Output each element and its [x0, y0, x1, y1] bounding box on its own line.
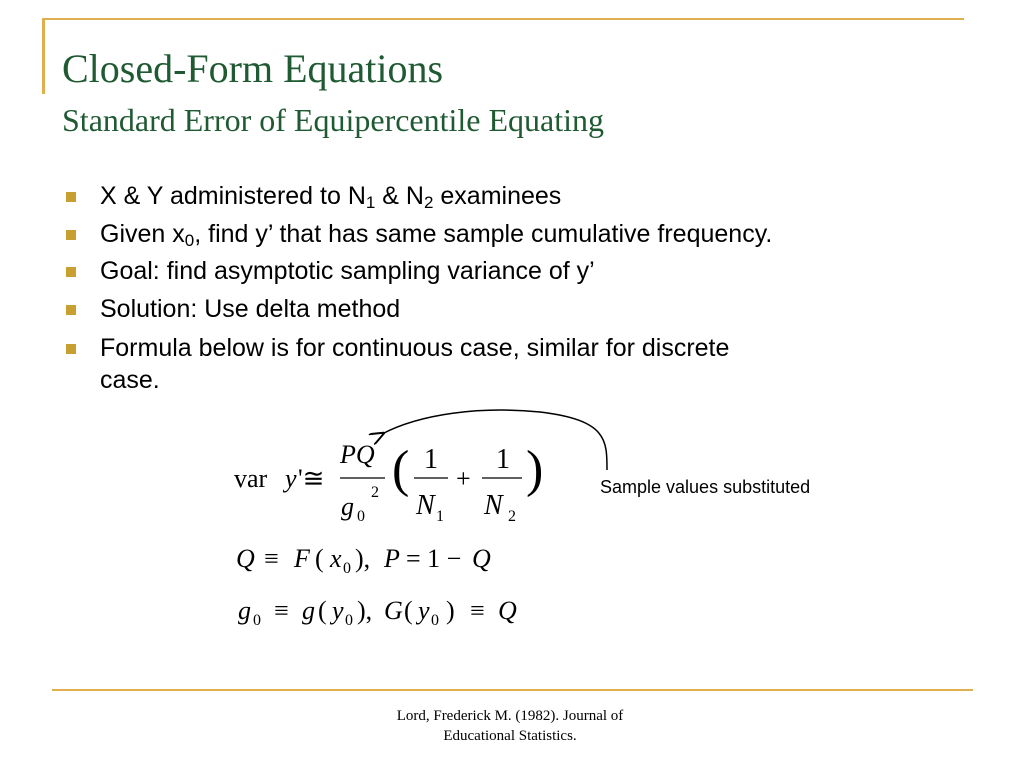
- formula-pq: PQ: [340, 440, 375, 469]
- bullet-text: X & Y administered to $N_1$ & $N_2$ examinees: [100, 182, 562, 212]
- line2-f: F: [294, 544, 310, 573]
- formula-one-a: 1: [424, 444, 438, 475]
- line3-g-sub: 0: [253, 612, 261, 629]
- formula-g: g: [341, 492, 354, 521]
- line2-equiv: ≡: [264, 544, 279, 573]
- line3-close2: ): [446, 596, 455, 625]
- citation-line1: Lord, Frederick M. (1982). Journal of: [396, 708, 624, 724]
- line2-q2: Q: [472, 544, 491, 573]
- line3-y-sub: 0: [345, 612, 353, 629]
- citation: [340, 706, 680, 746]
- line3-y: y: [332, 596, 344, 625]
- bullet-text: Formula below is for continuous case, similar for discrete case.: [100, 334, 730, 394]
- citation-line2: Educational Statistics.: [443, 728, 577, 744]
- formula-g-sup: 2: [371, 484, 379, 501]
- formula-y: y: [285, 464, 297, 493]
- line3-open: (: [318, 596, 327, 625]
- formula-lparen: (: [392, 441, 410, 498]
- line2-x: x: [330, 544, 342, 573]
- annotation-text: Sample values substituted: [600, 477, 811, 497]
- line2-p: P: [384, 544, 400, 573]
- formula-n2-sub: 2: [508, 508, 516, 525]
- formula-rparen: ): [526, 441, 544, 498]
- line3-open2: (: [404, 596, 413, 625]
- line3-close: ),: [357, 596, 373, 625]
- formula-n2: N: [484, 490, 503, 521]
- formula-n1-sub: 1: [436, 508, 444, 525]
- line3-equiv: ≡: [274, 596, 289, 625]
- bullet-text: Goal: find asymptotic sampling variance of y’: [100, 257, 595, 285]
- formula-g-sub: 0: [357, 508, 365, 525]
- line2-close: ),: [355, 544, 371, 573]
- slide-subtitle: Standard Error of Equipercentile Equating: [62, 102, 605, 138]
- line3-y2-sub: 0: [431, 612, 439, 629]
- line3-G: G: [384, 596, 403, 625]
- line2-open: (: [315, 544, 324, 573]
- line2-q: Q: [236, 544, 255, 573]
- line3-g2: g: [302, 596, 315, 625]
- line3-equiv2: ≡: [470, 596, 485, 625]
- formula-var: var: [234, 464, 268, 493]
- line3-q: Q: [498, 596, 517, 625]
- line3-y2: y: [418, 596, 430, 625]
- bullet-text: Given $x_0$, find y’ that has same sample cumulative frequency.: [100, 220, 773, 250]
- slide-title: Closed-Form Equations: [62, 46, 444, 91]
- formula-one-b: 1: [496, 444, 510, 475]
- formula-plus: +: [456, 464, 471, 493]
- bullet-text: Solution: Use delta method: [100, 295, 401, 323]
- line2-x-sub: 0: [343, 560, 351, 577]
- formula-prime-approx: '≅: [298, 464, 325, 493]
- formula-n1: N: [416, 490, 435, 521]
- line3-g: g: [238, 596, 251, 625]
- line2-eq: = 1 −: [406, 544, 462, 573]
